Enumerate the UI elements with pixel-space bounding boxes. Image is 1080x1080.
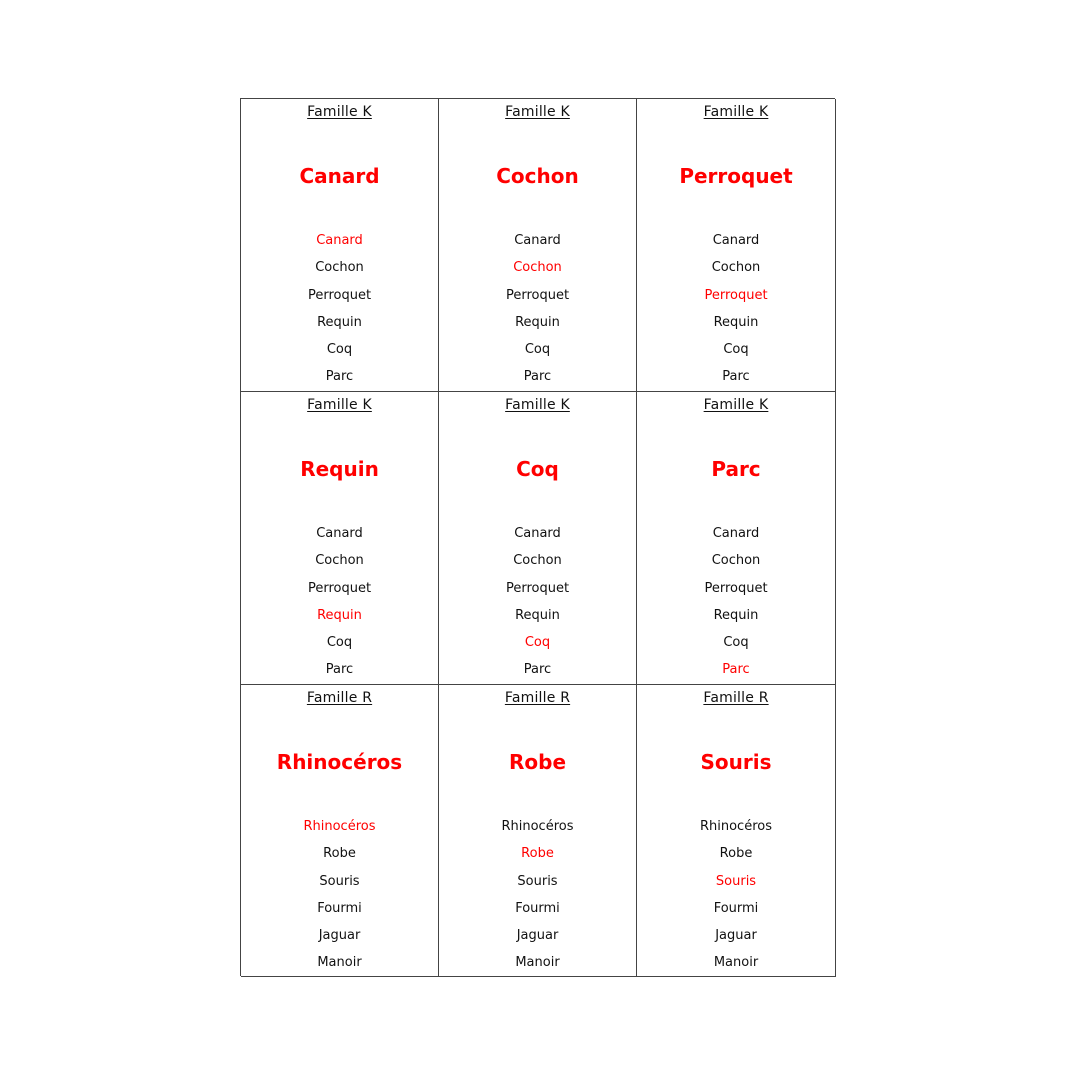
family-word-list	[637, 818, 835, 982]
family-word-list	[241, 818, 438, 982]
card-main-word: Requin	[300, 457, 379, 481]
family-title: Famille K	[505, 104, 570, 120]
list-item: Fourmi	[713, 900, 759, 916]
list-item: Jaguar	[715, 928, 757, 944]
list-item: Rhinocéros	[501, 819, 574, 834]
card-main-word: Souris	[700, 750, 772, 774]
list-item: Cochon	[711, 553, 761, 569]
list-item: Coq	[723, 635, 749, 651]
card-sheet	[240, 98, 835, 976]
card-main-word: Coq	[516, 457, 559, 481]
list-item: Requin	[515, 314, 560, 330]
list-item: Fourmi	[515, 900, 560, 916]
list-item: Perroquet	[704, 287, 768, 303]
card-main-word: Perroquet	[679, 164, 793, 188]
list-item: Cochon	[315, 260, 364, 276]
card-main-word: Parc	[711, 457, 761, 481]
family-word-list	[241, 525, 438, 689]
family-title: Famille R	[703, 690, 769, 706]
list-item: Robe	[521, 846, 554, 862]
list-item: Coq	[326, 635, 353, 651]
list-item: Cochon	[315, 553, 364, 569]
list-item: Rhinocéros	[699, 819, 772, 834]
list-item: Parc	[325, 662, 354, 678]
list-item: Requin	[713, 607, 759, 623]
card	[241, 99, 439, 392]
list-item: Manoir	[713, 955, 759, 971]
list-item: Canard	[316, 233, 363, 248]
list-item: Perroquet	[505, 287, 570, 303]
card	[439, 392, 637, 685]
list-item: Requin	[317, 314, 362, 330]
list-item: Rhinocéros	[303, 819, 376, 834]
list-item: Souris	[517, 873, 558, 889]
list-item: Jaguar	[516, 928, 559, 944]
list-item: Manoir	[515, 955, 560, 971]
family-title: Famille K	[505, 397, 570, 413]
family-word-list	[637, 232, 835, 396]
family-word-list	[439, 525, 636, 689]
card	[241, 685, 439, 977]
list-item: Cochon	[513, 553, 562, 569]
list-item: Parc	[523, 369, 552, 385]
list-item: Coq	[524, 342, 551, 358]
list-item: Canard	[514, 526, 561, 541]
family-title: Famille R	[504, 690, 571, 706]
list-item: Parc	[325, 369, 354, 385]
family-word-list	[241, 232, 438, 396]
family-title: Famille K	[307, 104, 372, 120]
list-item: Perroquet	[505, 580, 570, 596]
card	[439, 685, 637, 977]
list-item: Cochon	[513, 260, 562, 276]
list-item: Coq	[723, 342, 749, 358]
family-word-list	[439, 818, 636, 982]
list-item: Souris	[715, 873, 757, 889]
family-title: Famille K	[703, 104, 769, 120]
list-item: Jaguar	[318, 928, 361, 944]
card-main-word: Canard	[299, 164, 380, 188]
list-item: Cochon	[711, 260, 761, 276]
family-title: Famille K	[703, 397, 769, 413]
family-word-list	[637, 525, 835, 689]
list-item: Souris	[319, 873, 360, 889]
list-item: Requin	[317, 607, 362, 623]
list-item: Canard	[316, 526, 363, 541]
family-word-list	[439, 232, 636, 396]
list-item: Canard	[712, 233, 760, 248]
list-item: Canard	[514, 233, 561, 248]
card-main-word: Rhinocéros	[276, 750, 403, 774]
list-item: Fourmi	[317, 900, 362, 916]
list-item: Manoir	[317, 955, 362, 971]
list-item: Robe	[719, 846, 753, 862]
list-item: Parc	[722, 369, 750, 385]
list-item: Parc	[722, 662, 750, 678]
list-item: Coq	[524, 635, 551, 651]
card	[241, 392, 439, 685]
card	[637, 685, 836, 977]
list-item: Perroquet	[704, 580, 768, 596]
card	[637, 99, 836, 392]
card-main-word: Robe	[508, 750, 567, 774]
list-item: Perroquet	[307, 287, 372, 303]
card	[439, 99, 637, 392]
list-item: Robe	[323, 846, 356, 862]
card-main-word: Cochon	[496, 164, 579, 188]
list-item: Requin	[515, 607, 560, 623]
list-item: Coq	[326, 342, 353, 358]
list-item: Perroquet	[307, 580, 372, 596]
list-item: Canard	[712, 526, 760, 541]
family-title: Famille R	[306, 690, 373, 706]
card	[637, 392, 836, 685]
list-item: Parc	[523, 662, 552, 678]
family-title: Famille K	[307, 397, 372, 413]
list-item: Requin	[713, 314, 759, 330]
